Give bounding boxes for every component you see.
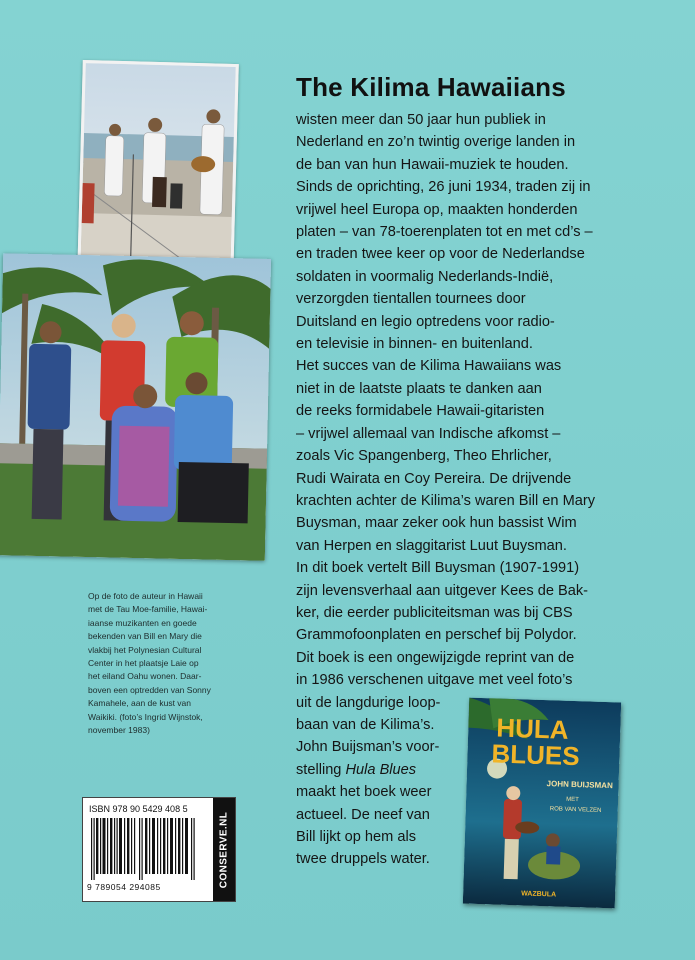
barcode-bars	[89, 818, 199, 880]
blurb-line: Duitsland en legio optredens voor radio-	[296, 313, 555, 330]
caption-line: bekenden van Bill en Mary die	[88, 631, 202, 642]
caption-line: iaanse muzikanten en goede	[88, 617, 197, 628]
blurb-line: Het succes van de Kilima Hawaiians was	[296, 358, 562, 375]
caption-line: met de Tau Moe-familie, Hawai-	[88, 604, 208, 615]
publisher-name: CONSERVE.NL	[218, 811, 230, 888]
caption-line: vlakbij het Polynesian Cultural	[88, 644, 202, 655]
blurb-line: twee druppels water.	[296, 851, 430, 868]
blurb-line: Buysman, maar zeker ook hun bassist Wim	[296, 515, 577, 532]
blurb-line: de ban van hun Hawaii-muziek te houden.	[296, 156, 569, 173]
blurb-line: In dit boek vertelt Bill Buysman (1907-1991)	[296, 560, 580, 577]
show-title: Hula Blues	[345, 761, 417, 778]
blurb-line: uit de langdurige loop-	[296, 694, 441, 711]
blurb-line: soldaten in voormalig Nederlands-Indië,	[296, 268, 554, 285]
isbn-barcode	[82, 797, 236, 902]
photo-caption	[88, 590, 278, 737]
hula-performer: JOHN BUIJSMAN	[546, 779, 613, 791]
caption-line: Kamahele, aan de kust van	[88, 698, 192, 709]
blurb-line: Grammofoonplaten en perschef bij Polydor.	[296, 627, 577, 644]
blurb-line: vrijwel heel Europa op, maakten honderden	[296, 201, 578, 218]
hula-credits-2: ROB VAN VELZEN	[549, 806, 602, 814]
blurb-line: maakt het boek weer	[296, 784, 432, 801]
blurb-line: baan van de Kilima’s.	[296, 716, 435, 733]
blurb-line: de reeks formidabele Hawaii-gitaristen	[296, 403, 545, 420]
blurb-line: en traden twee keer op voor de Nederlandse	[296, 246, 585, 263]
family-photo-illustration	[0, 253, 271, 561]
blurb-line: niet in de laatste plaats te danken aan	[296, 380, 542, 397]
blurb-line: actueel. De neef van	[296, 806, 430, 823]
blurb-line: John Buijsman’s voor-	[296, 739, 440, 756]
blurb-line: wisten meer dan 50 jaar hun publiek in	[296, 112, 546, 128]
blurb-line: krachten achter de Kilima’s waren Bill en Mary	[296, 492, 596, 509]
hula-credits-1: MET	[566, 796, 579, 804]
blurb-line: van Herpen en slaggitarist Luut Buysman.	[296, 537, 567, 554]
blurb-line: Sinds de oprichting, 26 juni 1934, traden zij in	[296, 179, 591, 196]
blurb-line: verzorgden tientallen tournees door	[296, 291, 526, 308]
caption-line: november 1983)	[88, 725, 150, 736]
hula-blues-cover-art	[463, 698, 621, 909]
blurb-line: Nederland en zo’n twintig overige landen in	[296, 134, 576, 151]
performance-photo	[77, 60, 239, 280]
caption-line: het eiland Oahu wonen. Daar-	[88, 671, 202, 682]
blurb-line: ker, die eerder publiciteitsman was bij CBS	[296, 604, 573, 621]
hula-publisher: WAZBULA	[521, 890, 557, 899]
blurb-line: – vrijwel allemaal van Indische afkomst –	[296, 425, 561, 442]
book-title: The Kilima Hawaiians	[296, 72, 566, 102]
hula-title-line1: HULA	[495, 712, 570, 745]
blurb-line: Dit boek is een ongewijzigde reprint van de	[296, 649, 575, 666]
hula-blues-cover	[463, 698, 621, 909]
caption-line: Op de foto de auteur in Hawaii	[88, 591, 203, 601]
hula-title-line2: BLUES	[491, 738, 581, 772]
family-photo	[0, 253, 271, 561]
caption-line: Center in het plaatsje Laie op	[88, 658, 199, 669]
blurb-text-fragment: stelling	[296, 761, 342, 778]
blurb-line: in 1986 verschenen uitgave met veel foto’s	[296, 672, 573, 689]
blurb-line: zoals Vic Spangenberg, Theo Ehrlicher,	[296, 448, 552, 465]
caption-line: boven een optredden van Sonny	[88, 684, 211, 695]
barcode-digits: 9 789054 294085	[87, 882, 161, 892]
blurb-line: Bill lijkt op hem als	[296, 829, 417, 845]
blurb-line: zijn levensverhaal aan uitgever Kees de Bak-	[296, 582, 589, 599]
blurb-line: Rudi Wairata en Coy Pereira. De drijvende	[296, 470, 572, 487]
caption-line: Waikiki. (foto’s Ingrid Wijnstok,	[88, 711, 203, 722]
performance-photo-illustration	[80, 63, 235, 277]
blurb-line: en televisie in binnen- en buitenland.	[296, 336, 533, 353]
blurb-line: platen – van 78-toerenplaten tot en met cd’s –	[296, 224, 593, 241]
publisher-label	[213, 798, 235, 901]
isbn-number: ISBN 978 90 5429 408 5	[89, 804, 188, 814]
